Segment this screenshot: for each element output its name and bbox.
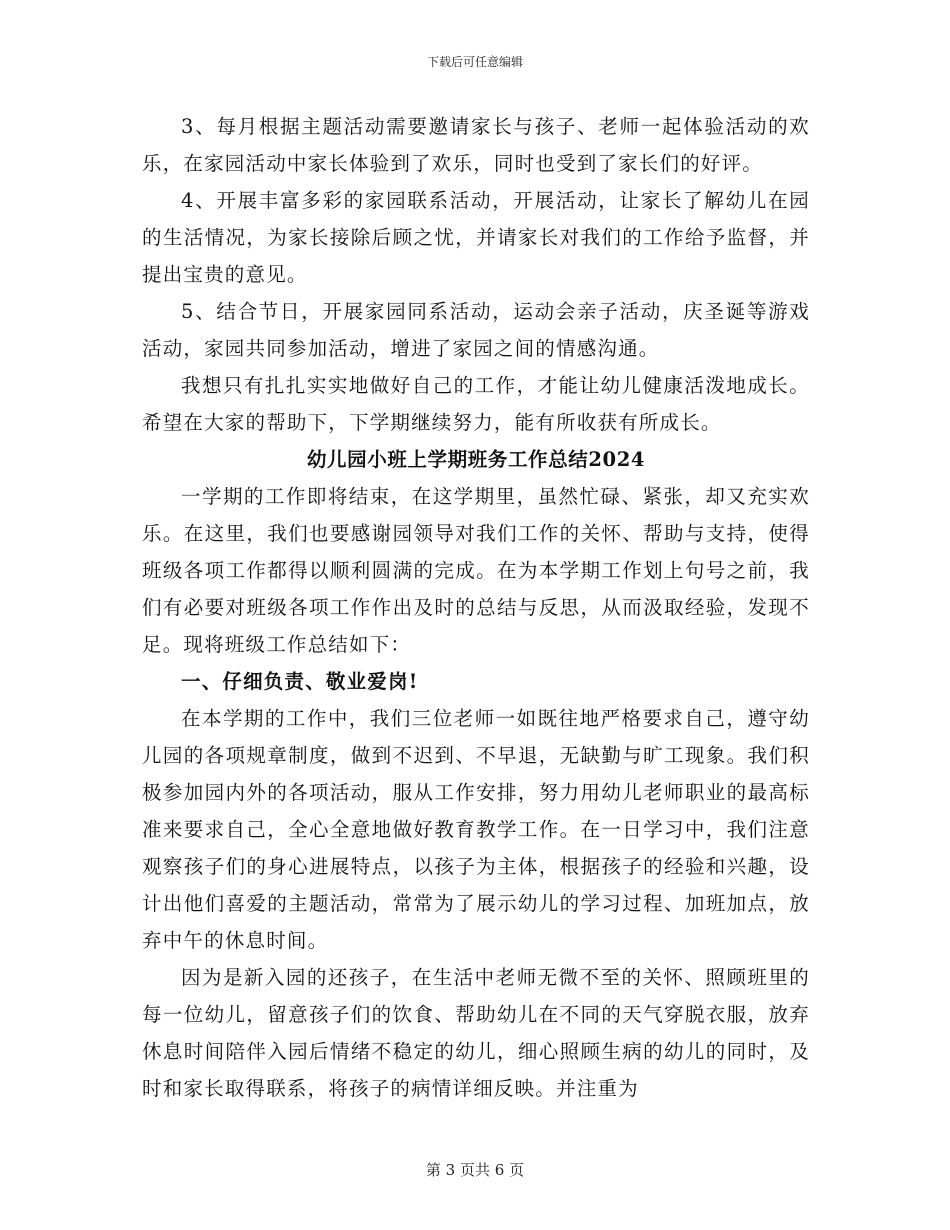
document-title: 幼儿园小班上学期班务工作总结2024 [306,448,646,471]
paragraph-intro: 一学期的工作即将结束，在这学期里，虽然忙碌、紧张，却又充实欢乐。在这里，我们也要感谢园领导对我们工作的关怀、帮助与支持，使得班级各项工作都得以顺利圆满的完成。在为本学期工作划上句号之前，我们有必要对班级各项工作作出及时的总结与反思，从而汲取经验，发现不足。现将班级工作总结如下： [142,485,810,656]
paragraph-item-4: 4、开展丰富多彩的家园联系活动，开展活动，让家长了解幼儿在园的生活情况，为家长接除后顾之忧，并请家长对我们的工作给予监督，并提出宝贵的意见。 [142,189,810,286]
paragraph-conclusion: 我想只有扎扎实实地做好自己的工作，才能让幼儿健康活泼地成长。希望在大家的帮助下，下学期继续努力，能有所收获有所成长。 [142,374,810,434]
page-header: 下载后可任意编辑 [426,55,523,69]
paragraph-item-5: 5、结合节日，开展家园同系活动，运动会亲子活动，庆圣诞等游戏活动，家园共同参加活动，增进了家园之间的情感沟通。 [142,300,810,360]
page-footer: 第 3 页共 6 页 [425,1161,525,1179]
section-heading: 一、仔细负责、敬业爱岗! [181,670,419,693]
document-body [142,108,810,1107]
paragraph-section1-b: 因为是新入园的还孩子，在生活中老师无微不至的关怀、照顾班里的每一位幼儿，留意孩子们的饮食、帮助幼儿在不同的天气穿脱衣服，放弃休息时间陪伴入园后情绪不稳定的幼儿，细心照顾生病的幼儿的同时，及时和家长取得联系，将孩子的病情详细反映。并注重为 [142,966,810,1100]
paragraph-item-3: 3、每月根据主题活动需要邀请家长与孩子、老师一起体验活动的欢乐，在家园活动中家长体验到了欢乐，同时也受到了家长们的好评。 [142,115,810,175]
paragraph-section1-a: 在本学期的工作中，我们三位老师一如既往地严格要求自己，遵守幼儿园的各项规章制度，做到不迟到、不早退，无缺勤与旷工现象。我们积极参加园内外的各项活动，服从工作安排，努力用幼儿老师职业的最高标准来要求自己，全心全意地做好教育教学工作。在一日学习中，我们注意观察孩子们的身心进展特点，以孩子为主体，根据孩子的经验和兴趣，设计出他们喜爱的主题活动，常常为了展示幼儿的学习过程、加班加点，放弃中午的休息时间。 [142,707,810,952]
